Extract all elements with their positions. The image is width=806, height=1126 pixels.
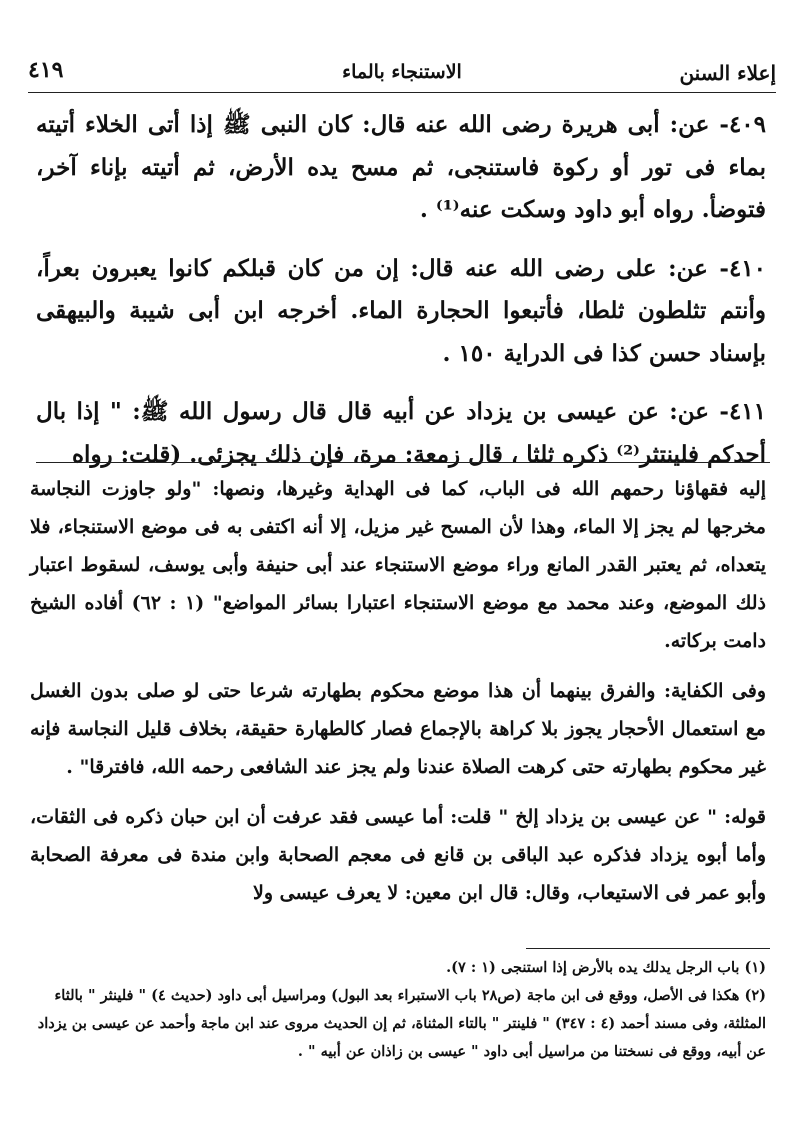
hadith-410: ٤١٠- عن: على رضى الله عنه قال: إن من كان قبلكم كانوا يعبرون بعراً، وأنتم تثلطون ثلطا، فأتبعوا الحجارة الماء. أخرجه ابن أبى شيبة والبيهقى بإسناد حسن كذا فى الدراية ١٥٠ . xyxy=(36,254,766,367)
commentary-paragraph: وفى الكفاية: والفرق بينهما أن هذا موضع محكوم بطهارته شرعا حتى لو صلى بدون الغسل مع استعمال الأحجار يجوز بلا كراهة بالإجماع فصار كالطهارة حقيقة، بخلاف قليل النجاسة فإنه غير محكوم بطهارته حتى كرهت الصلاة عندنا ولم يجز عند الشافعى رحمه الله، فافترقا" . xyxy=(30,680,766,778)
page-number: ٤١٩ xyxy=(28,57,64,83)
hadith-section xyxy=(36,104,766,476)
header-divider xyxy=(28,92,776,93)
commentary-paragraph: إليه فقهاؤنا رحمهم الله فى الباب، كما فى الهداية وغيرها، ونصها: "ولو جاوزت النجاسة مخرجها لم يجز إلا الماء، وهذا لأن المسح غير مزيل، إلا أنه اكتفى به فى موضع الاستنجاء، فلا يتعداه، ثم يعتبر القدر المانع وراء موضع الاستنجاء عند أبى حنيفة وأبى يوسف، لسقوط اعتبار ذلك الموضع، وعند محمد مع موضع الاستنجاء اعتبارا بسائر المواضع" (١ : ٦٢) أفاده الشيخ دامت بركاته. xyxy=(30,478,766,652)
book-title: إعلاء السنن xyxy=(679,61,776,85)
commentary-section xyxy=(30,470,766,912)
commentary-paragraph: قوله: " عن عيسى بن يزداد إلخ " قلت: أما عيسى فقد عرفت أن ابن حبان ذكره فى الثقات، وأما أبوه يزداد فذكره عبد الباقى بن قانع فى معجم الصحابة وابن مندة فى معرفة الصحابة وأبو عمر فى الاستيعاب، وقال: قال ابن معين: لا يعرف عيسى ولا xyxy=(30,806,766,904)
footnote-2: (٢) هكذا فى الأصل، ووقع فى ابن ماجة (ص٢٨ باب الاستبراء بعد البول) ومراسيل أبى داود (حديث ٤) " فلينثر " بالثاء المثلثة، وفى مسند أحمد (٤ : ٣٤٧) " فلينتر " بالتاء المثناة، ثم إن الحديث مروى عند ابن ماجة وأحمد عن عيسى بن يزداد عن أبيه، ووقع فى نسختنا من مراسيل أبى داود " عيسى بن زاذان عن أبيه " . xyxy=(37,987,766,1060)
hadith-409: ٤٠٩- عن: أبى هريرة رضى الله عنه قال: كان النبى ﷺ إذا أتى الخلاء أتيته بماء فى تور أو ركوة فاستنجى، ثم مسح يده الأرض، ثم أتيته بإناء آخر، فتوضأ. رواه أبو داود وسكت عنه⁽¹⁾ . xyxy=(36,111,766,223)
hadith-411: ٤١١- عن: عن عيسى بن يزداد عن أبيه قال قال رسول الله ﷺ: " إذا بال أحدكم فلينتثر⁽²⁾ ذكره ثلثا ، قال زمعة: مرة، فإن ذلك يجزئى. (قلت: رواه xyxy=(36,398,766,468)
page-header xyxy=(28,55,776,95)
footnote-1: (١) باب الرجل يدلك يده بالأرض إذا استنجى (١ : ٧). xyxy=(446,959,766,976)
chapter-title: الاستنجاء بالماء xyxy=(342,61,462,83)
footnote-divider xyxy=(526,948,770,949)
commentary-divider xyxy=(36,462,770,463)
footnotes-section xyxy=(30,954,766,1066)
